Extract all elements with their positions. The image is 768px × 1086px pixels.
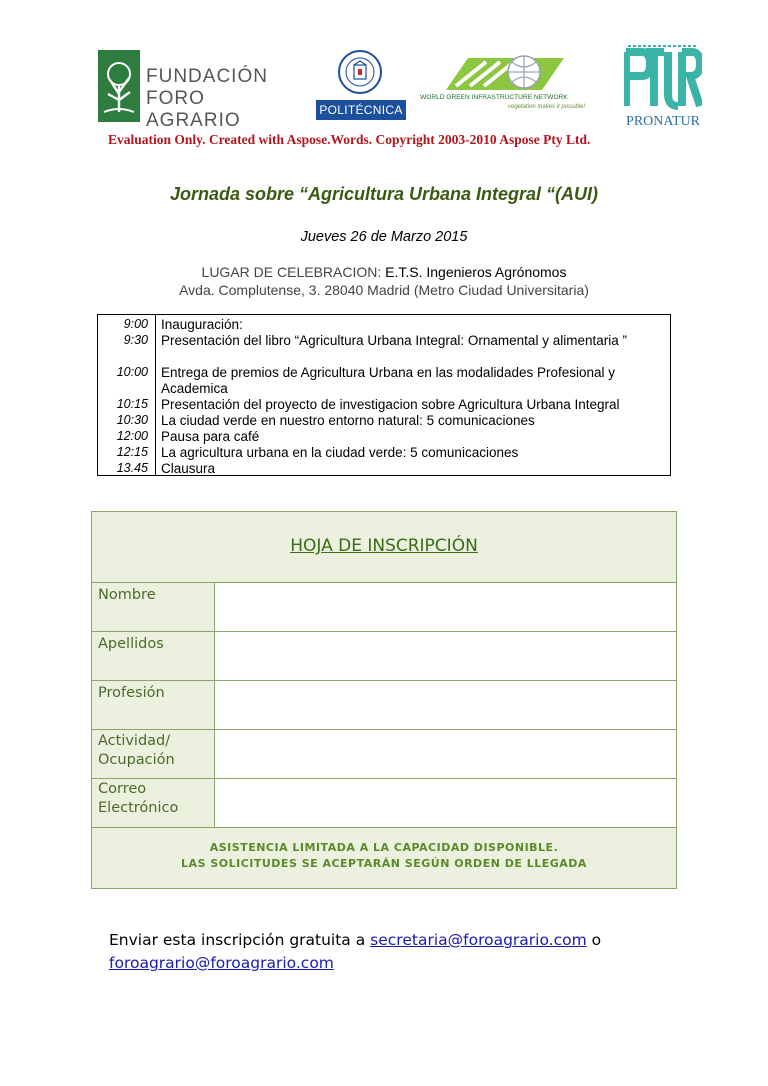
tree-icon [98, 50, 140, 122]
upm-seal-icon [338, 50, 382, 94]
pronatur-logo [616, 44, 710, 130]
schedule-table [97, 314, 671, 476]
schedule-time: 12:15 [116, 445, 148, 459]
schedule-activity: Pausa para café [161, 429, 260, 444]
profesion-field[interactable] [214, 681, 676, 729]
event-date: Jueves 26 de Marzo 2015 [300, 229, 468, 245]
form-note [92, 827, 676, 880]
schedule-row [98, 317, 670, 333]
nombre-field[interactable] [214, 583, 676, 631]
form-row-correo [92, 778, 676, 827]
schedule-activity: La agricultura urbana en la ciudad verde: 5 comunicaciones [161, 445, 519, 460]
schedule-activity: Clausura [161, 461, 216, 476]
schedule-row [98, 397, 670, 413]
fundacion-logo-text [146, 66, 303, 132]
schedule-time: 9:00 [123, 317, 148, 331]
upm-logo [316, 50, 406, 122]
schedule-time: 9:30 [123, 333, 148, 347]
form-row-nombre [92, 582, 676, 631]
venue-name: E.T.S. Ingenieros Agrónomos [385, 264, 567, 280]
field-label: Nombre [98, 587, 156, 603]
schedule-activity: Entrega de premios de Agricultura Urbana en las modalidades Profesional y Academica [161, 365, 616, 396]
fundacion-logo-line1: FUNDACIÓN [146, 66, 268, 87]
correo-field[interactable] [214, 779, 676, 827]
email-link-foroagrario[interactable]: foroagrario@foroagrario.com [109, 954, 334, 972]
evaluation-watermark: Evaluation Only. Created with Aspose.Words. Copyright 2003-2010 Aspose Pty Ltd. [108, 132, 591, 147]
schedule-row [98, 461, 670, 475]
wgin-logo-text: WORLD GREEN INFRASTRUCTURE NETWORK [420, 94, 568, 101]
fundacion-logo-line2: FORO AGRARIO [146, 88, 241, 131]
schedule-time: 10:15 [116, 397, 148, 411]
field-label: Profesión [98, 685, 165, 701]
wgin-emblem-icon [446, 52, 564, 94]
wgin-logo-slogan: vegetation makes it possible! [508, 104, 586, 110]
field-label: Apellidos [98, 636, 164, 652]
form-row-apellidos [92, 631, 676, 680]
registration-form [91, 511, 677, 889]
venue-address: Avda. Complutense, 3. 28040 Madrid (Metro Ciudad Universitaria) [179, 282, 589, 298]
field-label: Correo Electrónico [98, 781, 179, 816]
event-venue [0, 263, 768, 299]
form-row-actividad [92, 729, 676, 778]
schedule-activity: La ciudad verde en nuestro entorno natural: 5 comunicaciones [161, 413, 535, 428]
apellidos-field[interactable] [214, 632, 676, 680]
send-text: Enviar esta inscripción gratuita a [109, 931, 371, 949]
field-label: Actividad/ Ocupación [98, 733, 175, 768]
schedule-activity: Inauguración: [161, 317, 243, 332]
pronatur-emblem-icon [624, 44, 702, 110]
form-row-profesion [92, 680, 676, 729]
venue-label: LUGAR DE CELEBRACION: [201, 264, 382, 280]
schedule-row [98, 365, 670, 397]
schedule-activity: Presentación del proyecto de investigacion sobre Agricultura Urbana Integral [161, 397, 620, 412]
wgin-logo [420, 52, 586, 118]
send-instructions [109, 929, 669, 975]
send-text-middle: o [586, 931, 602, 949]
email-link-secretaria[interactable]: secretaria@foroagrario.com [370, 931, 587, 949]
form-title [92, 536, 676, 556]
form-note-line1: ASISTENCIA LIMITADA A LA CAPACIDAD DISPONIBLE. [209, 841, 559, 854]
form-title-text: HOJA DE INSCRIPCIÓN [290, 536, 478, 556]
upm-logo-text: POLITÉCNICA [316, 100, 406, 120]
schedule-row [98, 429, 670, 445]
fundacion-foro-agrario-logo [98, 50, 303, 131]
event-title: Jornada sobre “Agricultura Urbana Integral “(AUI) [169, 184, 599, 204]
schedule-time: 13.45 [116, 461, 148, 475]
schedule-time: 12:00 [116, 429, 148, 443]
schedule-activity: Presentación del libro “Agricultura Urbana Integral: Ornamental y alimentaria ” [161, 333, 627, 348]
schedule-row [98, 333, 670, 365]
form-note-line2: LAS SOLICITUDES SE ACEPTARÁN SEGÚN ORDEN DE LLEGADA [181, 857, 587, 870]
schedule-row [98, 413, 670, 429]
actividad-field[interactable] [214, 730, 676, 778]
schedule-row [98, 445, 670, 461]
schedule-time: 10:30 [116, 413, 148, 427]
schedule-time: 10:00 [116, 365, 148, 379]
pronatur-logo-text: PRONATUR [626, 114, 700, 129]
